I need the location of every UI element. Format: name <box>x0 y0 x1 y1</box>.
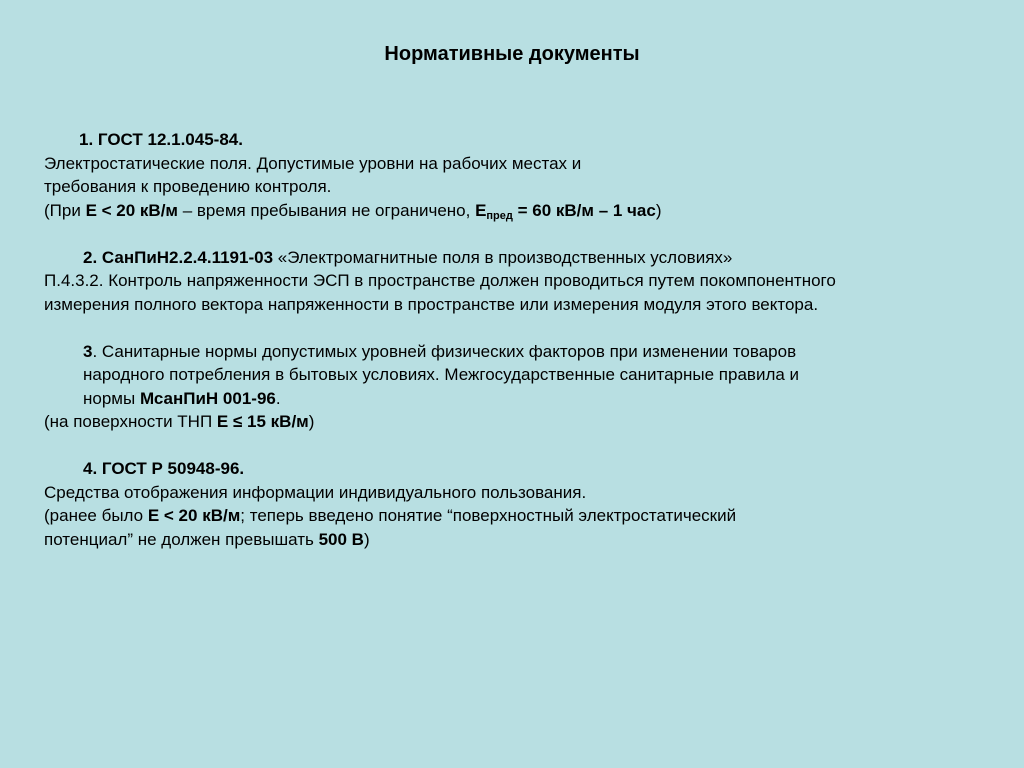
item2-line2: измерения полного вектора напряженности в пространстве или измерения модуля этого вектора. <box>44 294 819 314</box>
item1-heading: 1. ГОСТ 12.1.045-84. <box>79 130 243 149</box>
item3-line1: 3. Санитарные нормы допустимых уровней физических факторов при изменении товаров <box>83 341 797 361</box>
item3-line3: нормы МсанПиН 001-96. <box>83 388 281 408</box>
item4-heading: 4. ГОСТ Р 50948-96. <box>83 459 245 478</box>
page-title: Нормативные документы <box>384 43 640 65</box>
item4-line2: (ранее было Е < 20 кВ/м; теперь введено понятие “поверхностный электростатический <box>44 506 737 525</box>
item1-note: (При Е < 20 кВ/м – время пребывания не ограничено, $Е_{пред} = 60$ кВ/м – 1 час) <box>44 200 662 222</box>
item3-note: (на поверхности ТНП Е ≤ 15 кВ/м) <box>44 412 315 431</box>
documents-list <box>44 128 1004 551</box>
item1-desc-line1: Электростатические поля. Допустимые уровни на рабочих местах и <box>44 153 582 173</box>
item4-line1: Средства отображения информации индивидуального пользования. <box>44 482 587 502</box>
item2-heading: 2. СанПиН2.2.4.1191-03 «Электромагнитные поля в производственных условиях» <box>83 247 733 267</box>
item1-desc-line2: требования к проведению контроля. <box>44 177 332 196</box>
item3-line2: народного потребления в бытовых условиях. Межгосударственные санитарные правила и <box>83 365 800 384</box>
item2-line1: П.4.3.2. Контроль напряженности ЭСП в пространстве должен проводиться путем покомпонентного <box>44 271 836 290</box>
item4-line3: потенциал” не должен превышать 500 В) <box>44 529 370 549</box>
